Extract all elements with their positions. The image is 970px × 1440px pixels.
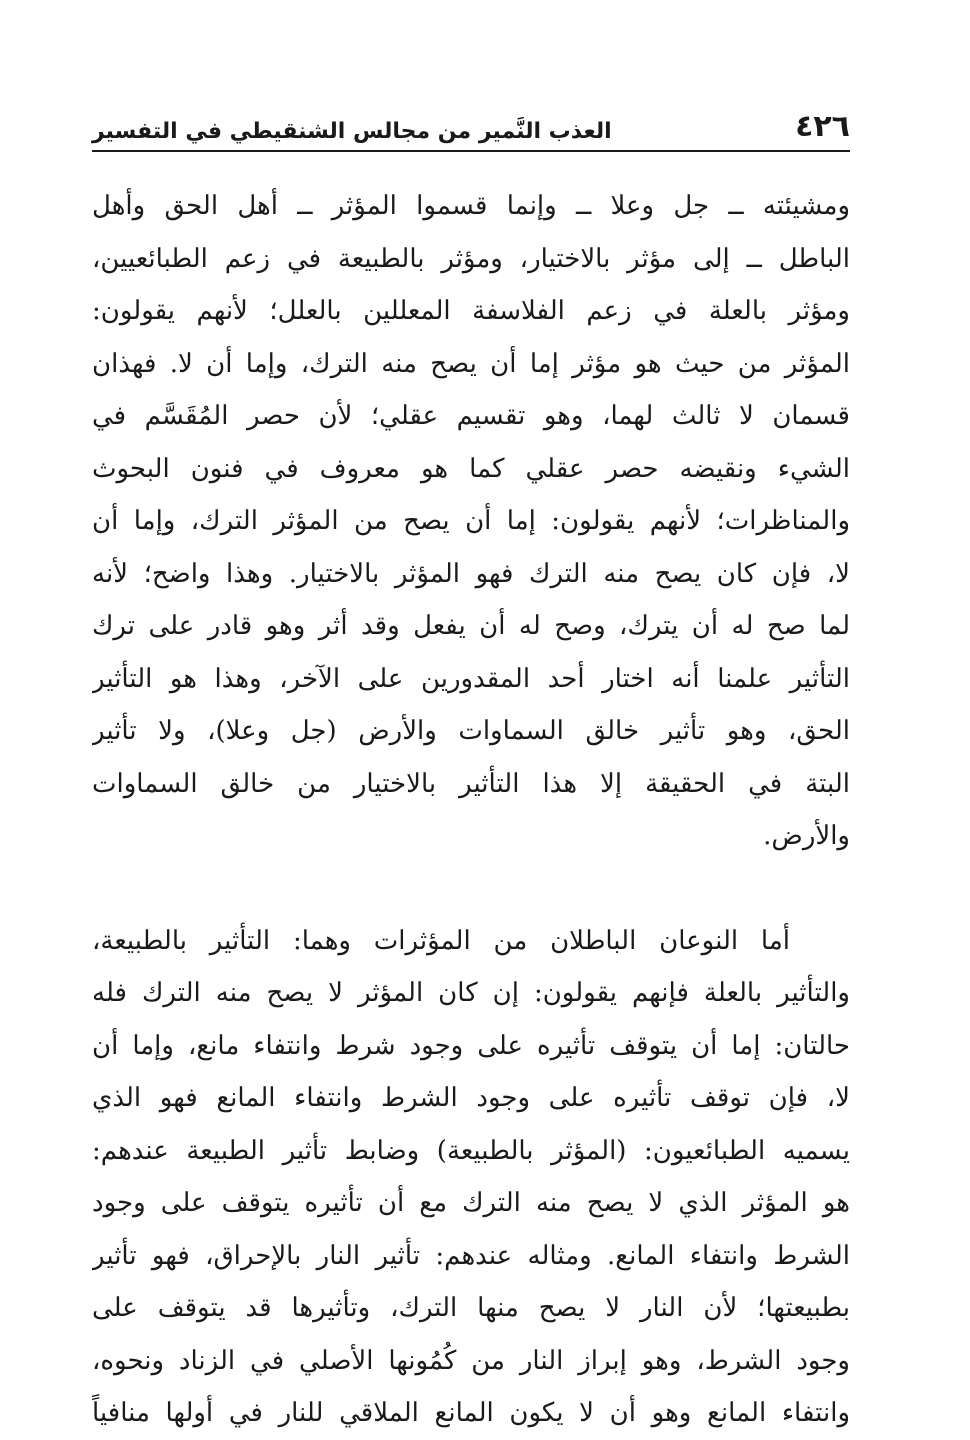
- body-text: [92, 180, 850, 1440]
- text-line: والمناظرات؛ لأنهم يقولون: إما أن يصح من المؤثر الترك، وإما أن: [92, 506, 850, 536]
- document-page: [92, 100, 850, 1440]
- text-line: والتأثير بالعلة فإنهم يقولون: إن كان المؤثر لا يصح منه الترك فله: [92, 978, 850, 1008]
- book-title: العذب النَّمير من مجالس الشنقيطي في التفسير: [92, 119, 612, 144]
- page-number: ٤٢٦: [795, 109, 850, 144]
- text-line: المؤثر من حيث هو مؤثر إما أن يصح منه الترك، وإما أن لا. فهذان: [92, 348, 850, 379]
- text-line: لا، فإن كان يصح منه الترك فهو المؤثر بالاختيار. وهذا واضح؛ لأنه: [92, 558, 850, 589]
- text-line: والأرض.: [763, 821, 850, 851]
- text-line: لا، فإن توقف تأثيره على وجود الشرط وانتفاء المانع فهو الذي: [92, 1083, 850, 1113]
- text-line: وانتفاء المانع وهو أن لا يكون المانع الملاقي للنار في أولها منافياً: [92, 1398, 850, 1428]
- text-line: البتة في الحقيقة إلا هذا التأثير بالاختيار من خالق السماوات: [92, 768, 850, 799]
- text-line: الباطل ــ إلى مؤثر بالاختيار، ومؤثر بالطبيعة في زعم الطبائعيين،: [92, 243, 850, 274]
- text-line: التأثير علمنا أنه اختار أحد المقدورين على الآخر، وهذا هو التأثير: [92, 663, 850, 694]
- text-line: حالتان: إما أن يتوقف تأثيره على وجود شرط وانتفاء مانع، وإما أن: [92, 1030, 850, 1061]
- text-line: وجود الشرط، وهو إبراز النار من كُمُونها الأصلي في الزناد ونحوه،: [92, 1345, 850, 1376]
- text-line: لما صح له أن يترك، وصح له أن يفعل وقد أثر وهو قادر على ترك: [92, 611, 850, 641]
- text-line: ومشيئته ــ جل وعلا ــ وإنما قسموا المؤثر ــ أهل الحق وأهل: [92, 191, 850, 221]
- text-line: يسميه الطبائعيون: (المؤثر بالطبيعة) وضابط تأثير الطبيعة عندهم:: [92, 1135, 850, 1166]
- text-line: الشرط وانتفاء المانع. ومثاله عندهم: تأثير النار بالإحراق، فهو تأثير: [92, 1240, 850, 1271]
- text-line: أما النوعان الباطلان من المؤثرات وهما: التأثير بالطبيعة،: [92, 925, 790, 956]
- text-line: بطبيعتها؛ لأن النار لا يصح منها الترك، وتأثيرها قد يتوقف على: [92, 1293, 850, 1323]
- text-line: الحق، وهو تأثير خالق السماوات والأرض (جل وعلا)، ولا تأثير: [92, 716, 850, 746]
- text-line: هو المؤثر الذي لا يصح منه الترك مع أن تأثيره يتوقف على وجود: [92, 1188, 850, 1218]
- running-header: [92, 100, 850, 152]
- text-line: ومؤثر بالعلة في زعم الفلاسفة المعللين بالعلل؛ لأنهم يقولون:: [92, 296, 850, 326]
- text-line: قسمان لا ثالث لهما، وهو تقسيم عقلي؛ لأن حصر المُقَسَّم في: [92, 401, 850, 431]
- paragraph-1: [92, 180, 850, 863]
- paragraph-2: [92, 915, 850, 1440]
- text-line: الشيء ونقيضه حصر عقلي كما هو معروف في فنون البحوث: [92, 453, 850, 484]
- paragraph-spacer: [92, 863, 850, 915]
